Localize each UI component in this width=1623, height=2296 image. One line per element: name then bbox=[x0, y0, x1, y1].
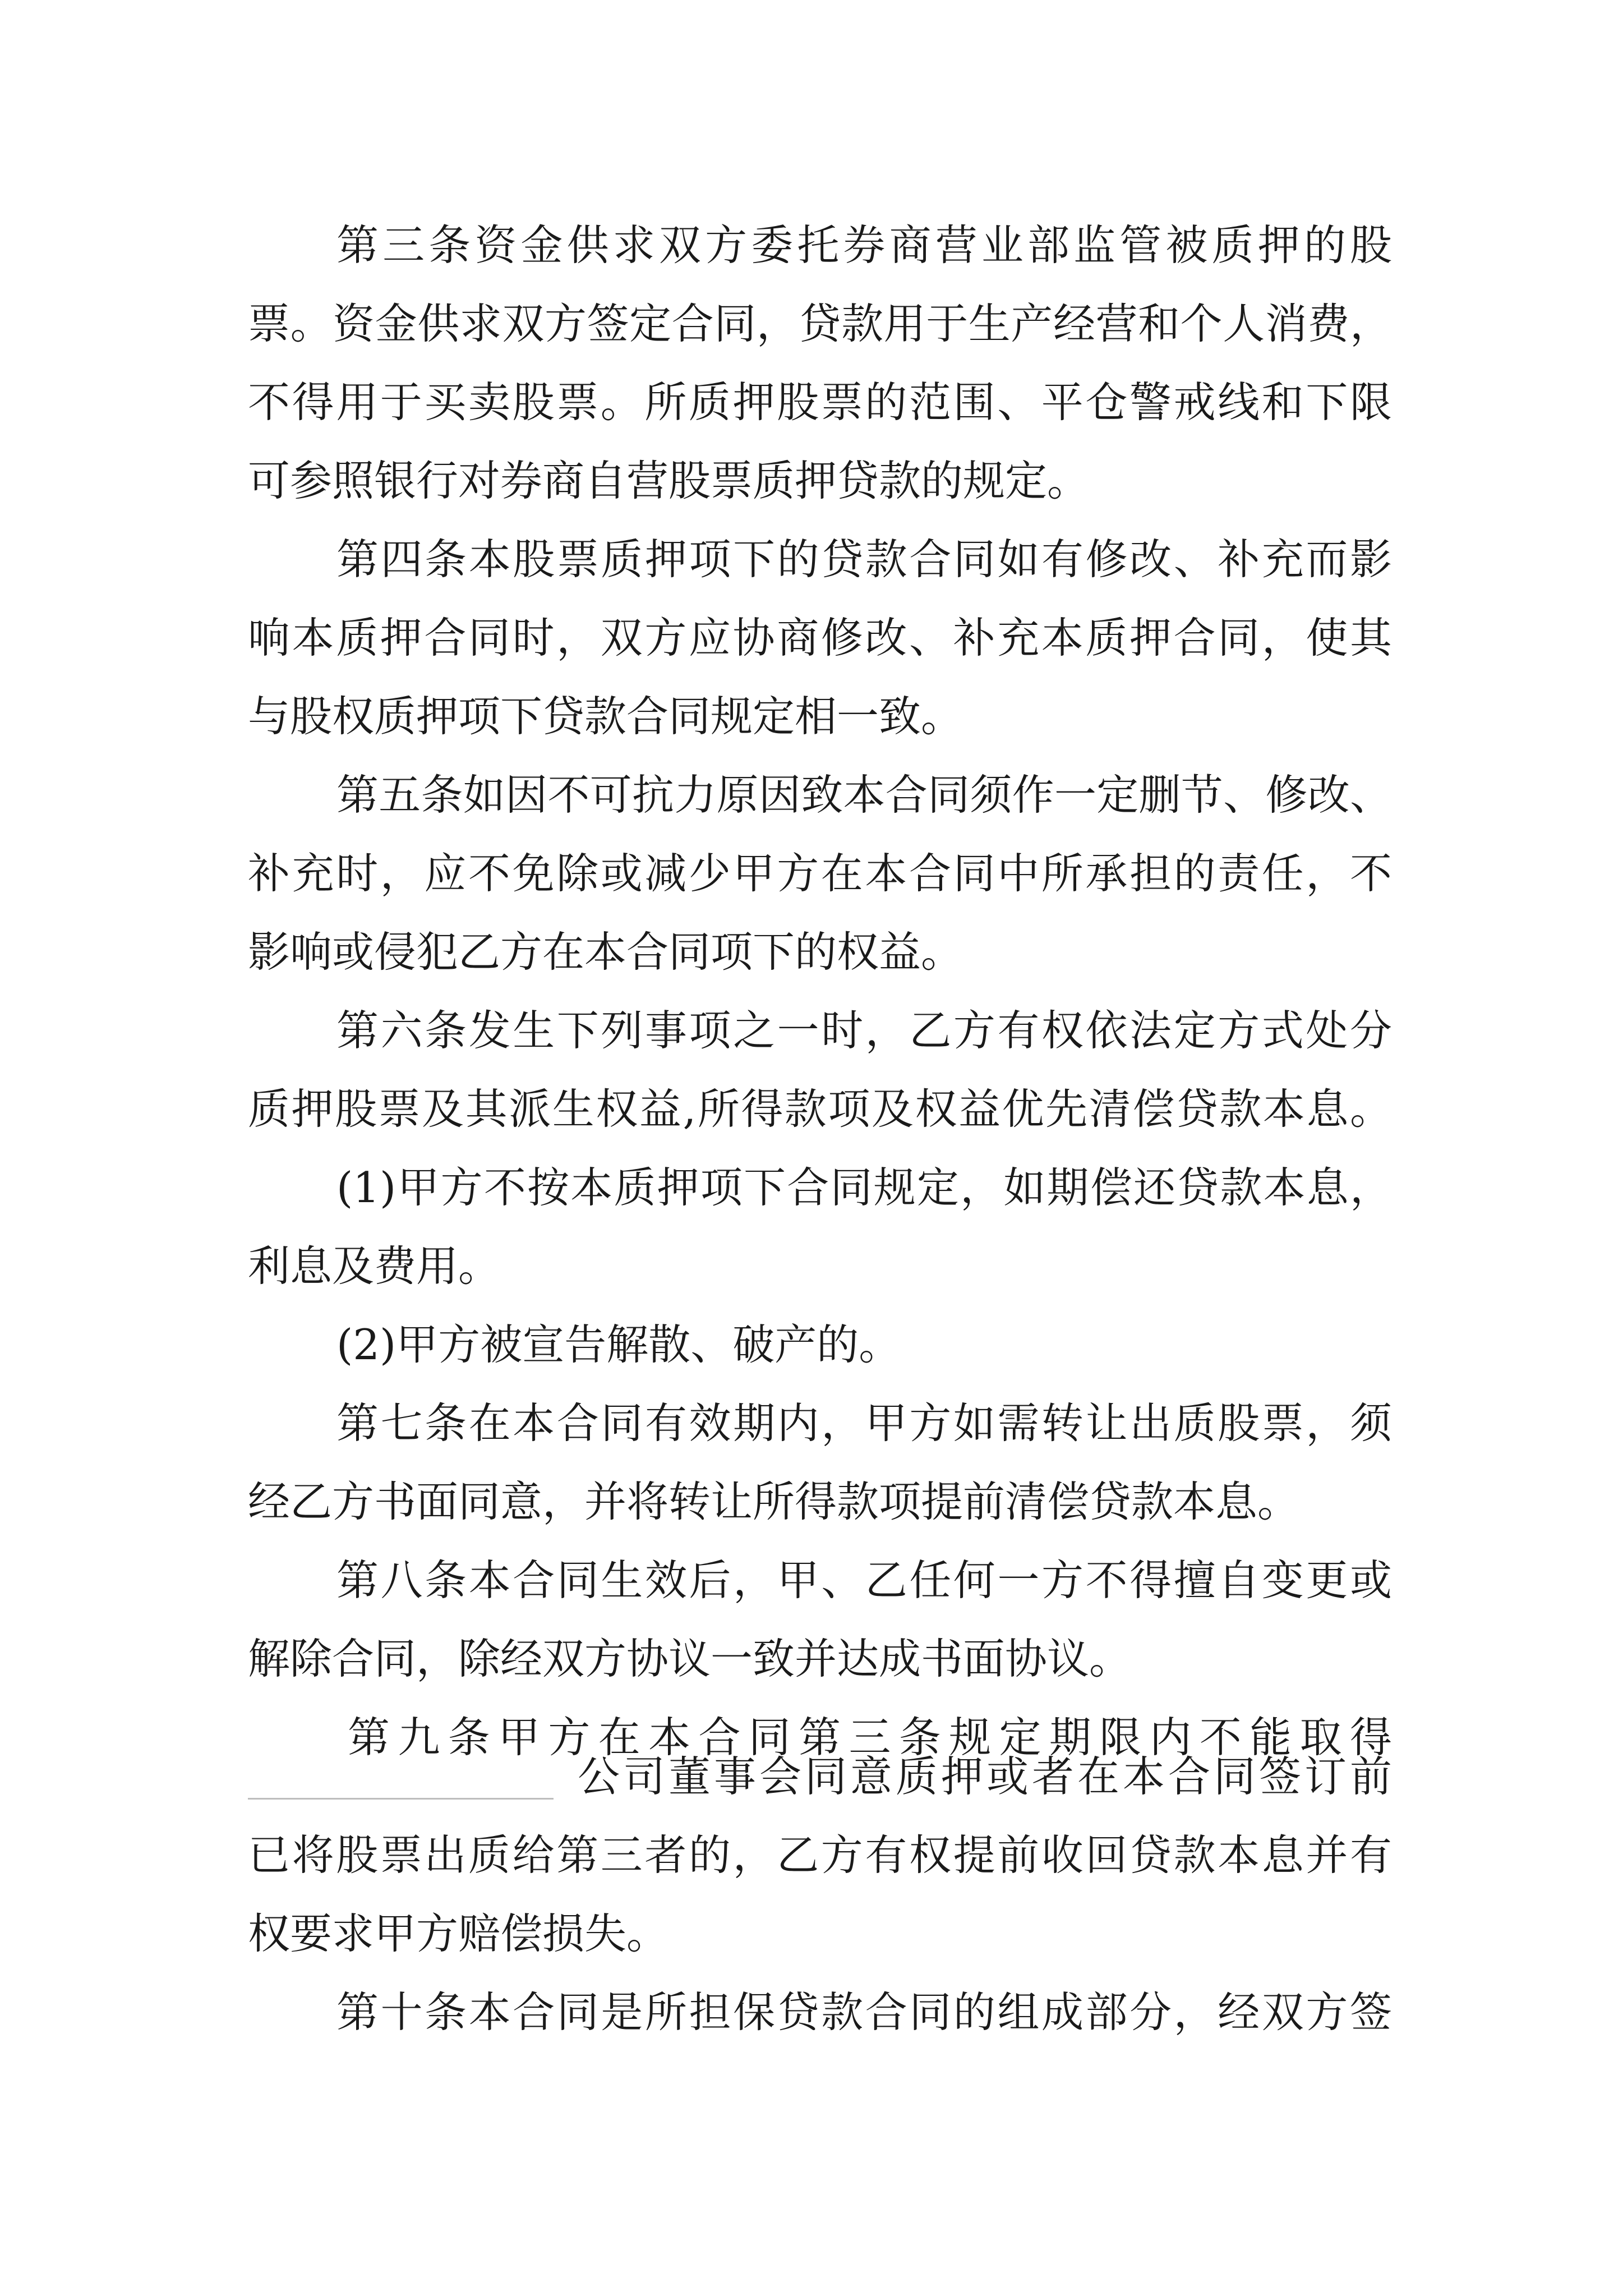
paragraph-line: (2)甲方被宣告解散、破产的。 bbox=[336, 1320, 901, 1369]
paragraph-line: 与股权质押项下贷款合同规定相一致。 bbox=[248, 692, 963, 741]
paragraph-line: 第四条本股票质押项下的贷款合同如有修改、补充而影 bbox=[336, 535, 1392, 584]
paragraph-line: 公司董事会同意质押或者在本合同签订前 bbox=[578, 1752, 1392, 1801]
paragraph-line: 可参照银行对券商自营股票质押贷款的规定。 bbox=[248, 456, 1090, 505]
paragraph-line: 票。资金供求双方签定合同，贷款用于生产经营和个人消费， bbox=[248, 299, 1392, 348]
paragraph-line: 第八条本合同生效后，甲、乙任何一方不得擅自变更或 bbox=[336, 1556, 1392, 1605]
paragraph-line: 不得用于买卖股票。所质押股票的范围、平仓警戒线和下限 bbox=[248, 378, 1392, 427]
paragraph-line: (1)甲方不按本质押项下合同规定，如期偿还贷款本息， bbox=[336, 1163, 1392, 1212]
paragraph-line: 第九条甲方在本合同第三条规定期限内不能取得 bbox=[348, 1713, 1392, 1762]
paragraph-line: 权要求甲方赔偿损失。 bbox=[248, 1909, 669, 1958]
fill-in-blank-underline bbox=[248, 1798, 554, 1800]
paragraph-line: 响本质押合同时，双方应协商修改、补充本质押合同，使其 bbox=[248, 613, 1392, 662]
paragraph-line: 解除合同，除经双方协议一致并达成书面协议。 bbox=[248, 1634, 1132, 1683]
paragraph-line: 已将股票出质给第三者的，乙方有权提前收回贷款本息并有 bbox=[248, 1830, 1392, 1880]
paragraph-line: 第十条本合同是所担保贷款合同的组成部分，经双方签 bbox=[336, 1987, 1392, 2037]
paragraph-line: 第七条在本合同有效期内，甲方如需转让出质股票，须 bbox=[336, 1398, 1392, 1448]
paragraph-line: 影响或侵犯乙方在本合同项下的权益。 bbox=[248, 927, 963, 977]
paragraph-line: 补充时，应不免除或减少甲方在本合同中所承担的责任，不 bbox=[248, 849, 1392, 898]
paragraph-line: 第三条资金供求双方委托券商营业部监管被质押的股 bbox=[336, 220, 1392, 270]
paragraph-line: 质押股票及其派生权益,所得款项及权益优先清偿贷款本息。 bbox=[248, 1084, 1392, 1134]
paragraph-line: 利息及费用。 bbox=[248, 1241, 501, 1291]
paragraph-line: 第五条如因不可抗力原因致本合同须作一定删节、修改、 bbox=[336, 770, 1392, 820]
paragraph-line: 第六条发生下列事项之一时，乙方有权依法定方式处分 bbox=[336, 1006, 1392, 1055]
paragraph-line: 经乙方书面同意，并将转让所得款项提前清偿贷款本息。 bbox=[248, 1477, 1300, 1526]
